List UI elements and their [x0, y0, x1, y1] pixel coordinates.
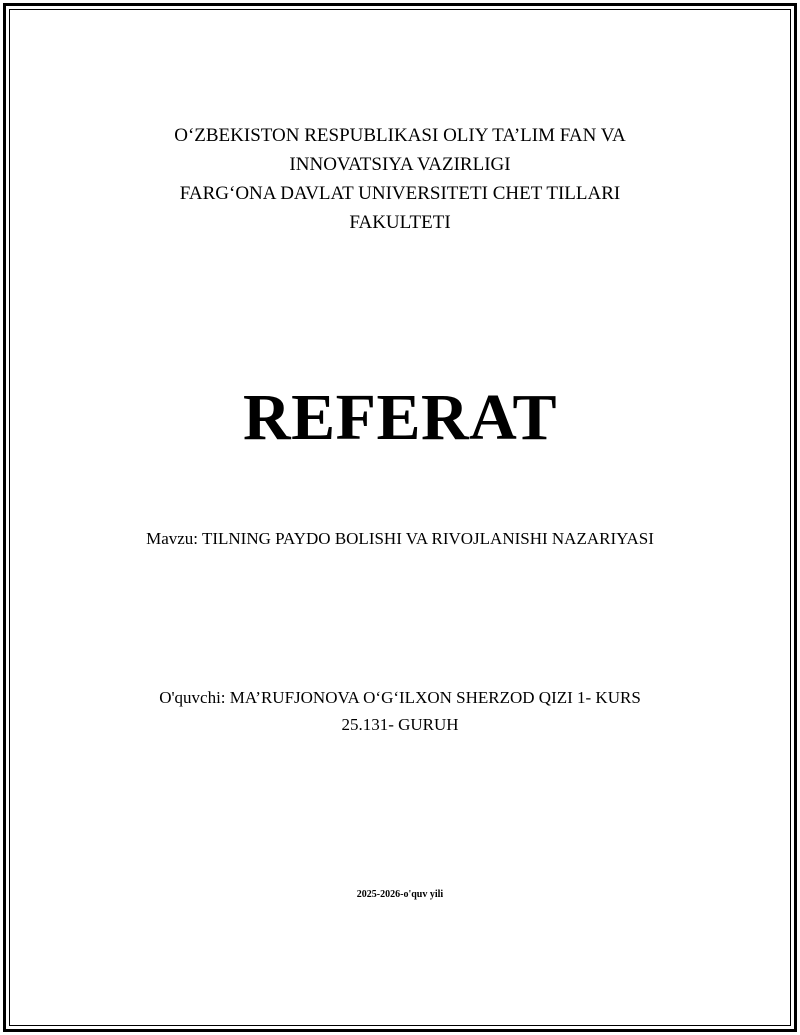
student-info	[0, 684, 800, 738]
document-title: REFERAT	[243, 381, 557, 454]
student-line-2: 25.131- GURUH	[341, 715, 459, 734]
student-line-1: O'quvchi: MA’RUFJONOVA O‘G‘ILXON SHERZOD QIZI 1- KURS	[159, 688, 641, 707]
institution-header	[0, 121, 800, 237]
topic-line: Mavzu: TILNING PAYDO BOLISHI VA RIVOJLANISHI NAZARIYASI	[146, 529, 654, 548]
ministry-line-1: O‘ZBEKISTON RESPUBLIKASI OLIY TA’LIM FAN VA	[174, 125, 626, 146]
academic-year: 2025-2026-o'quv yili	[356, 889, 444, 900]
university-line-2: FAKULTETI	[349, 212, 451, 233]
university-line-1: FARG‘ONA DAVLAT UNIVERSITETI CHET TILLARI	[179, 183, 621, 204]
ministry-line-2: INNOVATSIYA VAZIRLIGI	[289, 154, 511, 175]
